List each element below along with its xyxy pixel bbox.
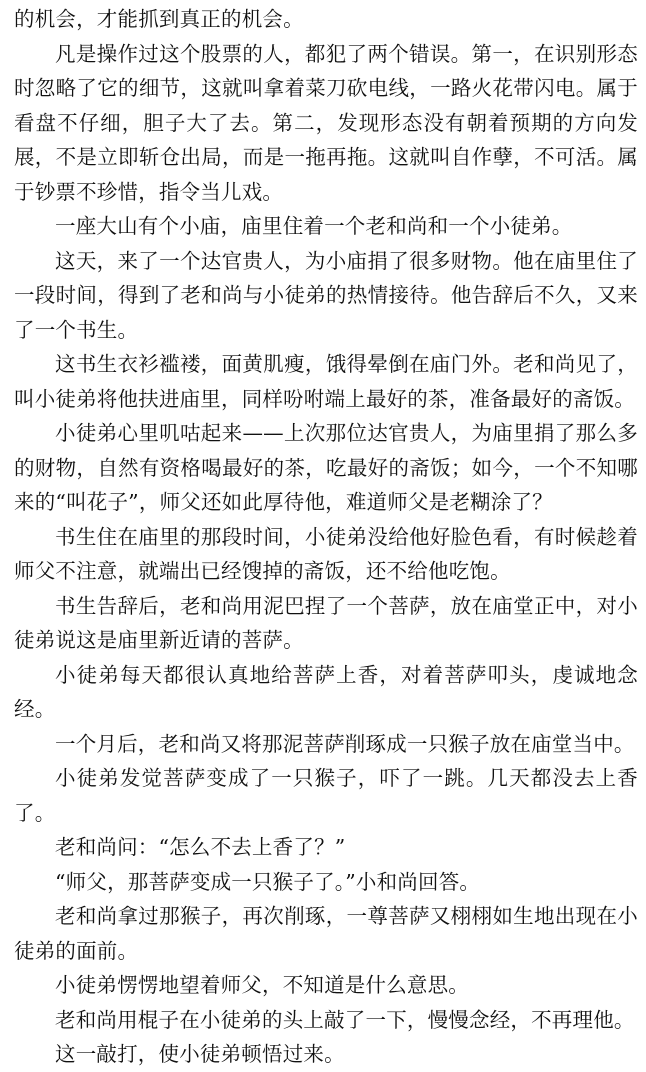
paragraph-temple-intro: 一座大山有个小庙，庙里住着一个老和尚和一个小徒弟。 xyxy=(55,214,573,238)
paragraph-continued: 的机会，才能抓到真正的机会。 xyxy=(14,7,304,31)
paragraph-daily-worship: 小徒弟每天都很认真地给菩萨上香，对着菩萨叩头，虔诚地念经。 xyxy=(14,662,638,721)
paragraph-scholar-stay: 书生住在庙里的那段时间，小徒弟没给他好脸色看，有时候趁着师父不注意，就端出已经馊掉的斋饭，还不给他吃饱。 xyxy=(14,524,638,583)
paragraph-disciple-answers: “师父，那菩萨变成一只猴子了。”小和尚回答。 xyxy=(55,869,481,894)
paragraph-disciple-complains: 小徒弟心里叽咕起来——上次那位达官贵人，为庙里捐了那么多的财物，自然有资格喝最好的茶，吃最好的斋饭；如今，一个不知哪来的“叫花子”，师父还如此厚待他，难道师父是老糊涂了？ xyxy=(14,421,638,514)
paragraph-recarved: 老和尚拿过那猴子，再次削琢，一尊菩萨又栩栩如生地出现在小徒弟的面前。 xyxy=(14,904,638,963)
paragraph-disciple-startled: 小徒弟发觉菩萨变成了一只猴子，吓了一跳。几天都没去上香了。 xyxy=(14,766,638,825)
paragraph-official-visit: 这天，来了一个达官贵人，为小庙捐了很多财物。他在庙里住了一段时间，得到了老和尚与小徒弟的热情接待。他告辞后不久，又来了一个书生。 xyxy=(14,248,638,342)
paragraph-enlightenment: 这一敲打，使小徒弟顿悟过来。 xyxy=(55,1042,345,1066)
paragraph-monk-asks: 老和尚问：“怎么不去上香了？” xyxy=(55,835,346,859)
paragraph-scholar-arrives: 这书生衣衫褴褛，面黄肌瘦，饿得晕倒在庙门外。老和尚见了，叫小徒弟将他扶进庙里，同样吩咐端上最好的茶，准备最好的斋饭。 xyxy=(14,352,638,411)
paragraph-carved-monkey: 一个月后，老和尚又将那泥菩萨削琢成一只猴子放在庙堂当中。 xyxy=(55,731,635,756)
paragraph-monk-knocks: 老和尚用棍子在小徒弟的头上敲了一下，慢慢念经，不再理他。 xyxy=(55,1007,635,1032)
paragraph-stock-mistakes: 凡是操作过这个股票的人，都犯了两个错误。第一，在识别形态时忽略了它的细节，这就叫拿着菜刀砍电线，一路火花带闪电。属于看盘不仔细，胆子大了去。第二，发现形态没有朝着预期的方向发展，不是立即斩仓出局，而是一拖再拖。这就叫自作孽，不可活。属于钞票不珍惜，指令当儿戏。 xyxy=(14,41,638,204)
paragraph-clay-bodhisattva: 书生告辞后，老和尚用泥巴捏了一个菩萨，放在庙堂正中，对小徒弟说这是庙里新近请的菩萨。 xyxy=(14,593,638,652)
paragraph-disciple-stares: 小徒弟愣愣地望着师父，不知道是什么意思。 xyxy=(55,973,469,997)
